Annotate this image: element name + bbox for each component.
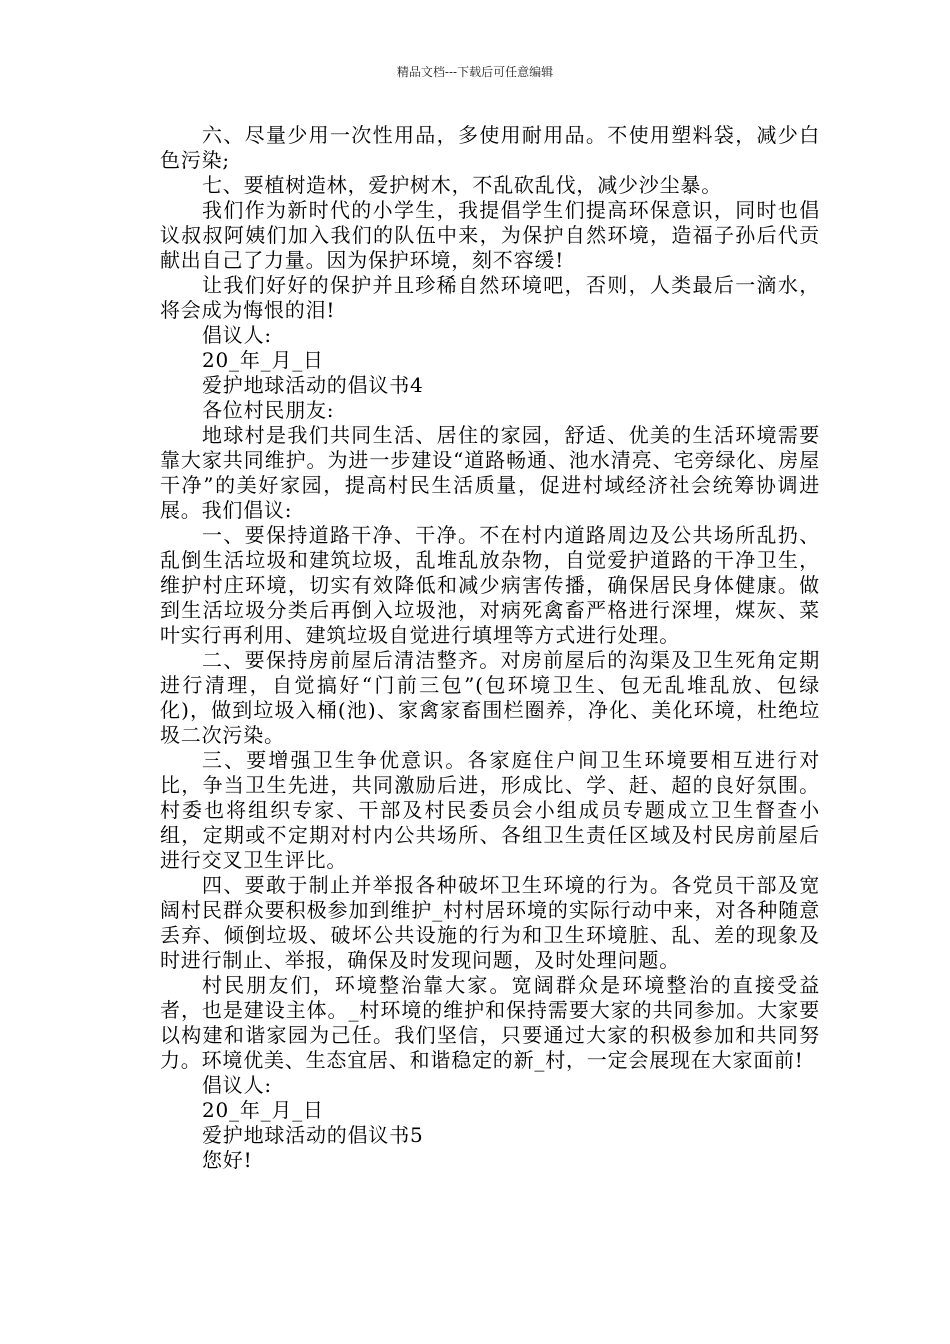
signature-line: 倡议人: bbox=[202, 1073, 272, 1097]
paragraph: 地球村是我们共同生活、居住的家园，舒适、优美的生活环境需要靠大家共同维护。为进一步建设“道路畅通、池水清亮、宅旁绿化、房屋干净”的美好家园，提高村民生活质量，促进村域经济社会统筹协调进展。我们倡议: bbox=[160, 423, 820, 522]
section-title: 爱护地球活动的倡议书5 bbox=[202, 1123, 424, 1147]
paragraph: 三、要增强卫生争优意识。各家庭住户间卫生环境要相互进行对比，争当卫生先进，共同激励后进，形成比、学、赶、超的良好氛围。村委也将组织专家、干部及村民委员会小组成员专题成立卫生督查小组，定期或不定期对村内公共场所、各组卫生责任区域及村民房前屋后进行交叉卫生评比。 bbox=[160, 748, 820, 872]
section-title: 爱护地球活动的倡议书4 bbox=[202, 373, 424, 397]
paragraph: 一、要保持道路干净、干净。不在村内道路周边及公共场所乱扔、乱倒生活垃圾和建筑垃圾，乱堆乱放杂物，自觉爱护道路的干净卫生，维护村庄环境，切实有效降低和减少病害传播，确保居民身体健康。做到生活垃圾分类后再倒入垃圾池，对病死禽畜严格进行深埋，煤灰、菜叶实行再利用、建筑垃圾自觉进行填埋等方式进行处理。 bbox=[160, 523, 820, 647]
paragraph: 七、要植树造林，爱护树木，不乱砍乱伐，减少沙尘暴。 bbox=[202, 173, 722, 197]
date-line: 20_年_月_日 bbox=[202, 1098, 324, 1122]
date-line: 20_年_月_日 bbox=[202, 348, 324, 372]
paragraph: 四、要敢于制止并举报各种破坏卫生环境的行为。各党员干部及宽阔村民群众要积极参加到维护_村村居环境的实际行动中来，对各种随意丢弃、倾倒垃圾、破坏公共设施的行为和卫生环境脏、乱、差的现象及时进行制止、举报，确保及时发现问题，及时处理问题。 bbox=[160, 873, 820, 972]
salutation: 您好! bbox=[202, 1148, 253, 1172]
paragraph: 我们作为新时代的小学生，我提倡学生们提高环保意识，同时也倡议叔叔阿姨们加入我们的队伍中来，为保护自然环境，造福子孙后代贡献出自己了力量。因为保护环境，刻不容缓! bbox=[160, 198, 820, 272]
paragraph: 让我们好好的保护并且珍稀自然环境吧，否则，人类最后一滴水，将会成为悔恨的泪! bbox=[160, 273, 820, 322]
document-body bbox=[160, 123, 820, 1173]
paragraph: 二、要保持房前屋后清洁整齐。对房前屋后的沟渠及卫生死角定期进行清理，自觉搞好“门前三包”(包环境卫生、包无乱堆乱放、包绿化)，做到垃圾入桶(池)、家禽家畜围栏圈养，净化、美化环境，杜绝垃圾二次污染。 bbox=[160, 648, 820, 747]
salutation: 各位村民朋友: bbox=[202, 398, 335, 422]
signature-line: 倡议人: bbox=[202, 323, 272, 347]
paragraph: 村民朋友们，环境整治靠大家。宽阔群众是环境整治的直接受益者，也是建设主体。_村环境的维护和保持需要大家的共同参加。大家要以构建和谐家园为己任。我们坚信，只要通过大家的积极参加和共同努力。环境优美、生态宜居、和谐稳定的新_村，一定会展现在大家面前! bbox=[160, 973, 820, 1072]
paragraph: 六、尽量少用一次性用品，多使用耐用品。不使用塑料袋，减少白色污染; bbox=[160, 123, 820, 172]
page-header: 精品文档---下载后可任意编辑 bbox=[396, 65, 554, 79]
